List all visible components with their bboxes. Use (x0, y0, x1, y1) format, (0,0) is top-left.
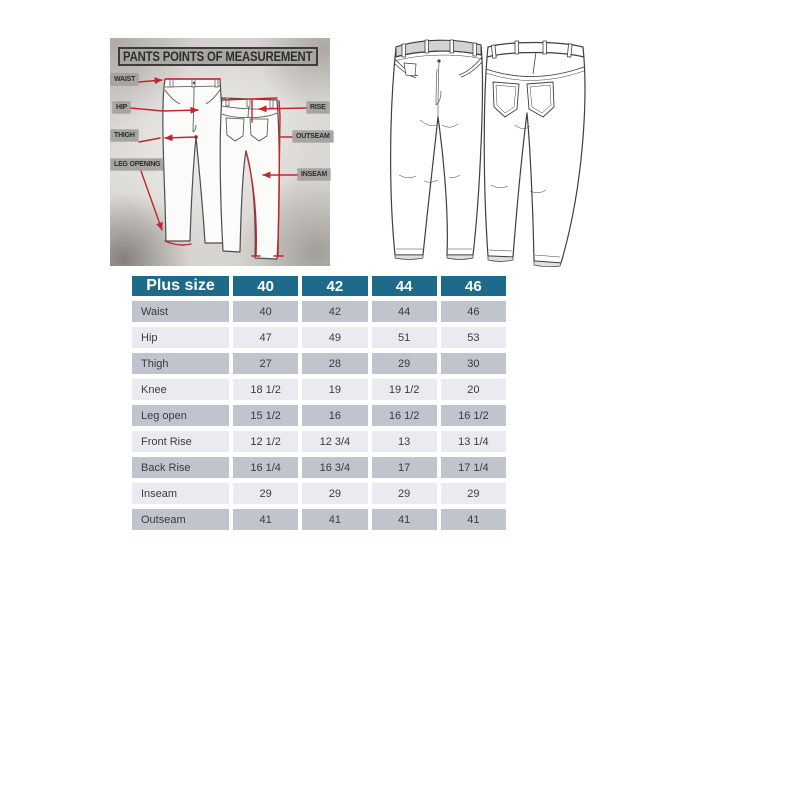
size-value: 30 (441, 353, 506, 374)
size-value: 47 (233, 327, 298, 348)
size-value: 29 (233, 483, 298, 504)
table-row-hip (132, 327, 506, 348)
size-value: 16 (302, 405, 367, 426)
size-value: 41 (233, 509, 298, 530)
size-value: 19 1/2 (372, 379, 437, 400)
hip-line (163, 110, 198, 111)
thigh-connector (139, 138, 160, 142)
size-value: 17 1/4 (441, 457, 506, 478)
size-value: 49 (302, 327, 367, 348)
pants-back-flat-sketch (484, 41, 585, 267)
row-label: Knee (132, 379, 229, 400)
size-value: 29 (302, 483, 367, 504)
table-header-row (132, 276, 506, 296)
diagram-label-thigh: THIGH (111, 130, 138, 141)
table-row-inseam (132, 483, 506, 504)
waist-arrow (139, 80, 162, 82)
row-label: Hip (132, 327, 229, 348)
size-value: 19 (302, 379, 367, 400)
leg-opening-arrow (141, 171, 162, 230)
size-value: 20 (441, 379, 506, 400)
size-value: 13 1/4 (441, 431, 506, 452)
size-value: 16 1/2 (441, 405, 506, 426)
table-row-waist (132, 301, 506, 322)
size-value: 29 (441, 483, 506, 504)
size-value: 16 3/4 (302, 457, 367, 478)
size-value: 28 (302, 353, 367, 374)
size-value: 53 (441, 327, 506, 348)
size-value: 42 (302, 301, 367, 322)
diagram-label-waist: WAIST (111, 74, 138, 85)
row-label: Inseam (132, 483, 229, 504)
row-label: Back Rise (132, 457, 229, 478)
size-value: 16 1/4 (233, 457, 298, 478)
size-value: 12 1/2 (233, 431, 298, 452)
size-value: 12 3/4 (302, 431, 367, 452)
size-col-header-40: 40 (233, 276, 298, 296)
row-label: Leg open (132, 405, 229, 426)
size-value: 27 (233, 353, 298, 374)
pants-front-flat-sketch (391, 40, 483, 260)
size-value: 29 (372, 353, 437, 374)
row-label: Waist (132, 301, 229, 322)
size-value: 40 (233, 301, 298, 322)
diagram-figure (110, 38, 330, 266)
size-table (128, 271, 510, 535)
table-row-outseam (132, 509, 506, 530)
row-label: Outseam (132, 509, 229, 530)
size-value: 51 (372, 327, 437, 348)
size-value: 29 (372, 483, 437, 504)
hip-connector (130, 108, 163, 111)
diagram-label-hip: HIP (113, 102, 130, 113)
size-value: 18 1/2 (233, 379, 298, 400)
table-row-front-rise (132, 431, 506, 452)
diagram-label-leg-opening: LEG OPENING (111, 159, 163, 170)
diagram-title (118, 47, 318, 66)
measurement-diagram (110, 38, 330, 266)
size-col-header-42: 42 (302, 276, 367, 296)
size-value: 46 (441, 301, 506, 322)
row-label: Thigh (132, 353, 229, 374)
size-value: 41 (372, 509, 437, 530)
diagram-label-outseam: OUTSEAM (293, 131, 333, 142)
size-value: 13 (372, 431, 437, 452)
table-row-knee (132, 379, 506, 400)
table-row-leg-open (132, 405, 506, 426)
table-title-cell: Plus size (132, 276, 229, 296)
rise-arrow (259, 108, 306, 109)
size-value: 17 (372, 457, 437, 478)
size-value: 15 1/2 (233, 405, 298, 426)
table-row-thigh (132, 353, 506, 374)
row-label: Front Rise (132, 431, 229, 452)
thigh-line (165, 137, 196, 138)
size-value: 41 (302, 509, 367, 530)
pants-front-view (163, 79, 229, 243)
size-value: 44 (372, 301, 437, 322)
size-value: 41 (441, 509, 506, 530)
diagram-label-inseam: INSEAM (298, 169, 330, 180)
button (437, 59, 440, 62)
diagram-label-rise: RISE (307, 102, 329, 113)
size-value: 16 1/2 (372, 405, 437, 426)
table-row-back-rise (132, 457, 506, 478)
size-col-header-46: 46 (441, 276, 506, 296)
flat-sketch (380, 25, 592, 277)
pants-back-view (220, 98, 279, 259)
diagram-title-text: PANTS POINTS OF MEASUREMENT (123, 49, 313, 64)
size-col-header-44: 44 (372, 276, 437, 296)
